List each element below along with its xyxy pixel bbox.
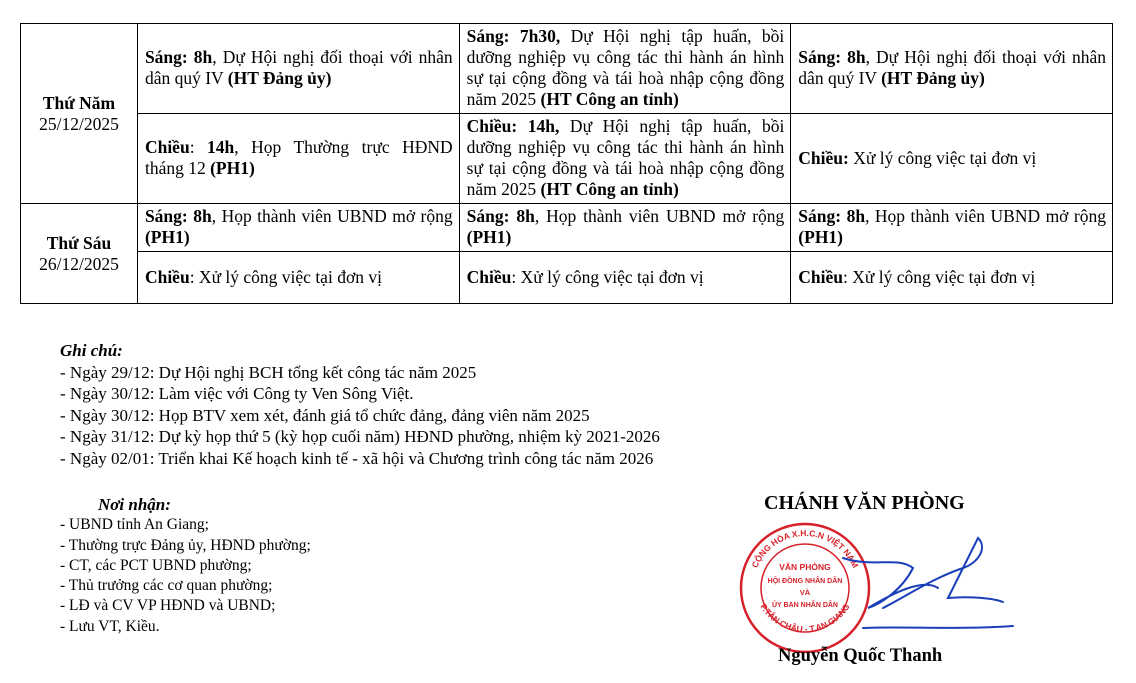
schedule-row — [21, 204, 1113, 252]
schedule-cell — [137, 114, 459, 204]
activity-text: , Họp thành viên UBND mở rộng — [865, 206, 1106, 226]
activity-text: : Xử lý công việc tại đơn vị — [843, 266, 1036, 287]
notes-item: - Ngày 02/01: Triển khai Kế hoạch kinh tế - xã hội và Chương trình công tác năm 2026 — [60, 448, 654, 468]
recipients-section — [60, 495, 311, 637]
time-label: Sáng: 8h — [798, 206, 866, 226]
time-label: Sáng: 8h — [798, 47, 866, 67]
recipient-item: - Lưu VT, Kiều. — [60, 617, 160, 635]
notes-section — [60, 340, 660, 469]
host-label: (HT Đảng ủy) — [881, 68, 985, 88]
schedule-cell — [791, 114, 1113, 204]
notes-title: Ghi chú: — [60, 341, 123, 360]
schedule-table — [20, 23, 1113, 304]
time-label: Chiều: 14h, — [466, 116, 560, 136]
time-label: Chiều — [798, 266, 844, 287]
recipient-item: - LĐ và CV VP HĐND và UBND; — [60, 597, 276, 615]
host-label: (PH1) — [144, 227, 190, 247]
day-cell — [21, 24, 138, 204]
host-label: (HT Đảng ủy) — [227, 68, 332, 88]
recipients-title: Nơi nhận: — [98, 495, 171, 514]
schedule-cell — [791, 24, 1113, 114]
schedule-cell — [791, 252, 1113, 304]
day-date: 25/12/2025 — [39, 113, 119, 134]
svg-text:CỘNG HÒA X.H.C.N VIỆT NAM: CỘNG HÒA X.H.C.N VIỆT NAM — [749, 527, 861, 570]
activity-text: Dự Hội nghị tập huấn, bồi dưỡng nghiệp vụ công tác thi hành án hình sự tại cộng đồng và tái hoà nhập cộng đồng năm 2025 — [466, 26, 785, 109]
schedule-cell — [459, 252, 791, 304]
schedule-row — [21, 24, 1113, 114]
day-cell — [21, 204, 138, 304]
signer-name: Nguyễn Quốc Thanh — [778, 646, 943, 666]
signer-title: CHÁNH VĂN PHÒNG — [764, 492, 965, 514]
activity-text: : Xử lý công việc tại đơn vị — [511, 266, 704, 287]
time-label: Chiều — [144, 137, 190, 157]
host-label: (PH1) — [798, 227, 844, 247]
schedule-cell — [459, 24, 791, 114]
notes-item: - Ngày 29/12: Dự Hội nghị BCH tổng kết công tác năm 2025 — [60, 362, 477, 382]
notes-item: - Ngày 30/12: Làm việc với Công ty Ven Sông Việt. — [60, 384, 414, 403]
day-date: 26/12/2025 — [39, 253, 119, 274]
notes-item: - Ngày 30/12: Họp BTV xem xét, đánh giá tổ chức đảng, đảng viên năm 2025 — [60, 405, 590, 425]
schedule-cell — [137, 24, 459, 114]
host-label: (PH1) — [466, 227, 512, 247]
time-label: Sáng: 8h — [144, 206, 212, 226]
host-label: (HT Công an tỉnh) — [540, 89, 679, 109]
day-name: Thứ Sáu — [46, 232, 112, 253]
host-label: (PH1) — [210, 158, 255, 178]
activity-text: Dự Hội nghị tập huấn, bồi dưỡng nghiệp vụ công tác thi hành án hình sự tại cộng đồng và tái hoà nhập cộng đồng năm 2025 — [466, 116, 785, 199]
schedule-cell — [459, 204, 791, 252]
time-label: 14h — [207, 137, 235, 157]
activity-text: : Xử lý công việc tại đơn vị — [189, 266, 382, 287]
svg-text:P.TÂN CHÂU - T.AN GIANG: P.TÂN CHÂU - T.AN GIANG — [758, 601, 852, 635]
schedule-cell — [137, 204, 459, 252]
official-stamp — [741, 524, 869, 652]
recipient-item: - Thường trực Đảng ủy, HĐND phường; — [60, 536, 311, 554]
activity-text: , Dự Hội nghị đối thoại với nhân dân quý IV — [144, 47, 453, 88]
svg-text:HỘI ĐỒNG NHÂN DÂN: HỘI ĐỒNG NHÂN DÂN — [767, 578, 843, 585]
recipient-item: - Thủ trưởng các cơ quan phường; — [60, 577, 273, 595]
activity-text: : — [189, 137, 208, 157]
activity-text: , Họp thành viên UBND mở rộng — [534, 206, 785, 226]
schedule-cell — [137, 252, 459, 304]
activity-text: , Họp thành viên UBND mở rộng — [211, 206, 453, 226]
time-label: Chiều — [466, 266, 512, 287]
schedule-row — [21, 114, 1113, 204]
svg-text:ỦY BAN NHÂN DÂN: ỦY BAN NHÂN DÂN — [772, 602, 838, 609]
svg-text:VĂN PHÒNG: VĂN PHÒNG — [779, 562, 831, 572]
notes-item: - Ngày 31/12: Dự kỳ họp thứ 5 (kỳ họp cuối năm) HĐND phường, nhiệm kỳ 2021-2026 — [60, 427, 660, 446]
activity-text: Xử lý công việc tại đơn vị — [848, 147, 1037, 168]
day-name: Thứ Năm — [42, 92, 116, 113]
recipient-item: - UBND tỉnh An Giang; — [60, 516, 209, 534]
schedule-cell — [459, 114, 791, 204]
host-label: (HT Công an tỉnh) — [540, 179, 679, 199]
activity-text: , Họp Thường trực HĐND tháng 12 — [144, 137, 453, 178]
schedule-row — [21, 252, 1113, 304]
schedule-cell — [791, 204, 1113, 252]
activity-text: , Dự Hội nghị đối thoại với nhân dân quý IV — [798, 47, 1106, 88]
svg-text:VÀ: VÀ — [799, 588, 811, 597]
time-label: Chiều: — [798, 147, 849, 168]
time-label: Sáng: 8h — [144, 47, 213, 67]
time-label: Chiều — [144, 266, 190, 287]
time-label: Sáng: 7h30, — [466, 26, 561, 46]
recipient-item: - CT, các PCT UBND phường; — [60, 556, 252, 574]
official-stamp-and-signature — [733, 518, 1023, 658]
time-label: Sáng: 8h — [466, 206, 535, 226]
